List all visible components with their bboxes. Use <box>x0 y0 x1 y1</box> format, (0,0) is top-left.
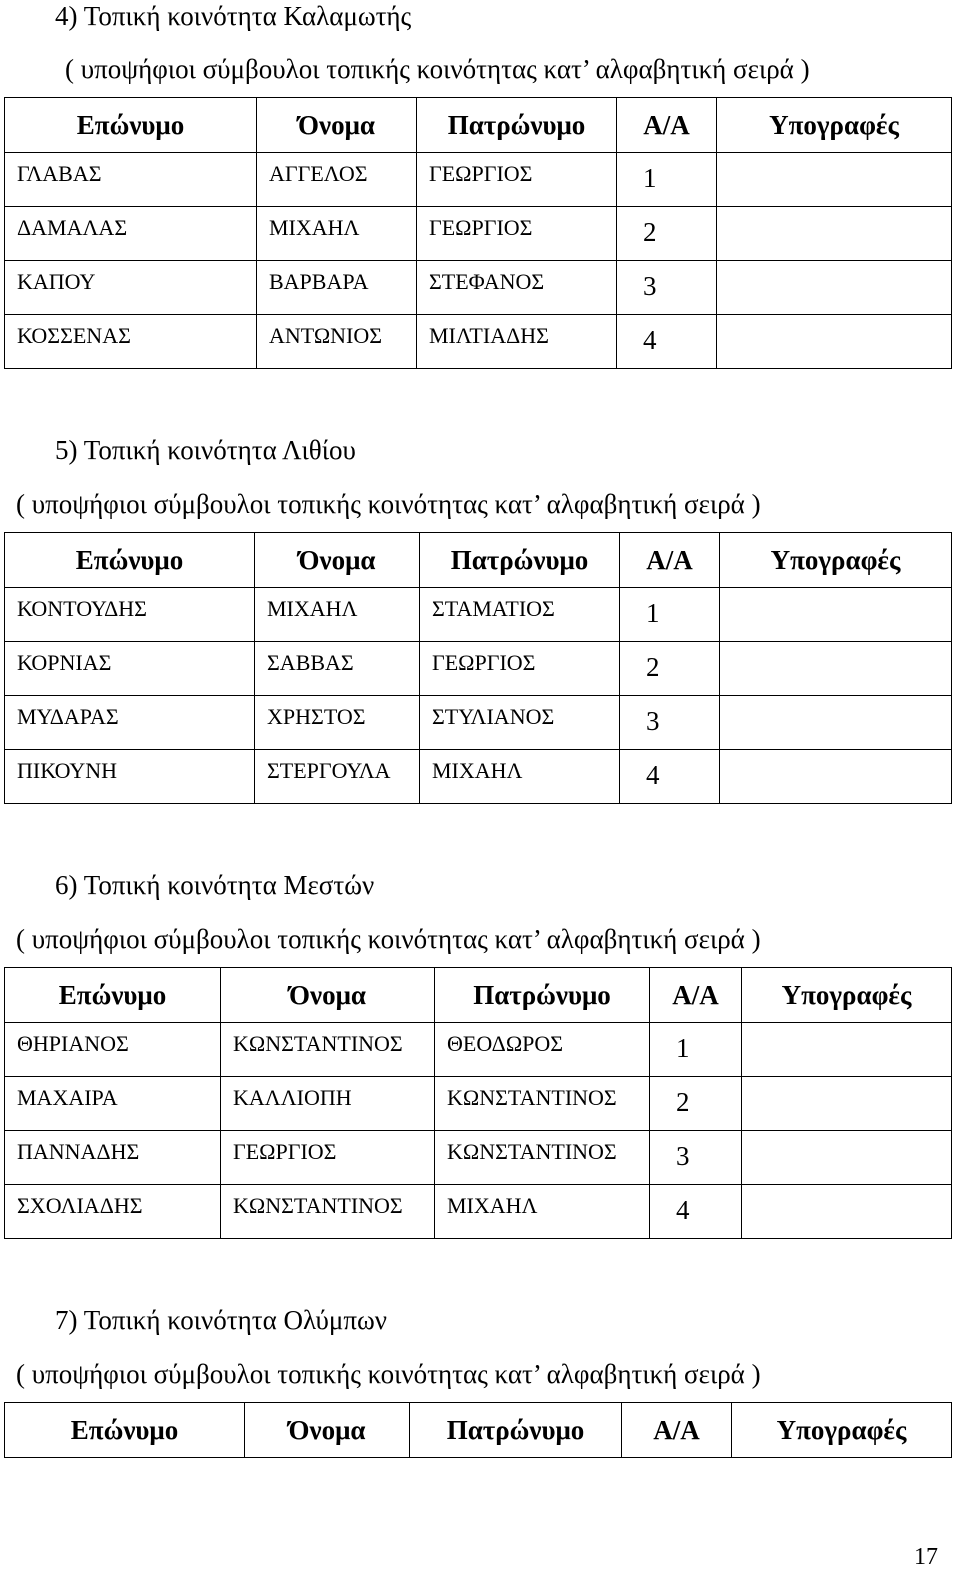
name-cell: ΚΑΛΛΙΟΠΗ <box>221 1077 435 1131</box>
section-heading: 6) Τοπική κοινότητα Μεστών <box>55 870 375 900</box>
signature-cell <box>717 315 952 369</box>
signature-cell <box>742 1023 952 1077</box>
surname-cell: ΚΑΠΟΥ <box>5 261 257 315</box>
col-header-number: Α/Α <box>617 98 717 153</box>
patronymic-cell: ΓΕΩΡΓΙΟΣ <box>417 207 617 261</box>
name-cell: ΣΤΕΡΓΟΥΛΑ <box>255 750 420 804</box>
col-header-name: Όνομα <box>245 1403 410 1458</box>
surname-cell: ΓΛΑΒΑΣ <box>5 153 257 207</box>
name-cell: ΑΝΤΩΝΙΟΣ <box>257 315 417 369</box>
section-heading: 5) Τοπική κοινότητα Λιθίου <box>55 435 356 465</box>
number-cell: 3 <box>620 696 720 750</box>
table-header-row <box>5 1403 952 1458</box>
name-cell: ΣΑΒΒΑΣ <box>255 642 420 696</box>
table-header-row <box>5 968 952 1023</box>
number-cell: 2 <box>620 642 720 696</box>
table-row <box>5 642 952 696</box>
table-header-row <box>5 533 952 588</box>
col-header-name: Όνομα <box>257 98 417 153</box>
col-header-patronymic: Πατρώνυμο <box>410 1403 622 1458</box>
name-cell: ΜΙΧΑΗΛ <box>255 588 420 642</box>
section-subheading: ( υποψήφιοι σύμβουλοι τοπικής κοινότητας κατ’ αλφαβητική σειρά ) <box>16 1359 761 1389</box>
patronymic-cell: ΜΙΛΤΙΑΔΗΣ <box>417 315 617 369</box>
table-row <box>5 750 952 804</box>
number-cell: 3 <box>617 261 717 315</box>
col-header-number: Α/Α <box>622 1403 732 1458</box>
col-header-surname: Επώνυμο <box>5 968 221 1023</box>
table-row <box>5 207 952 261</box>
patronymic-cell: ΚΩΝΣΤΑΝΤΙΝΟΣ <box>435 1131 650 1185</box>
candidates-table <box>4 967 952 1239</box>
col-header-signatures: Υπογραφές <box>742 968 952 1023</box>
number-cell: 4 <box>617 315 717 369</box>
surname-cell: ΜΥΔΑΡΑΣ <box>5 696 255 750</box>
table-row <box>5 261 952 315</box>
page-number: 17 <box>914 1544 938 1570</box>
patronymic-cell: ΓΕΩΡΓΙΟΣ <box>420 642 620 696</box>
table-header-row <box>5 98 952 153</box>
signature-cell <box>720 696 952 750</box>
name-cell: ΚΩΝΣΤΑΝΤΙΝΟΣ <box>221 1185 435 1239</box>
table-row <box>5 696 952 750</box>
signature-cell <box>742 1185 952 1239</box>
patronymic-cell: ΚΩΝΣΤΑΝΤΙΝΟΣ <box>435 1077 650 1131</box>
signature-cell <box>742 1077 952 1131</box>
number-cell: 4 <box>650 1185 742 1239</box>
surname-cell: ΠΙΚΟΥΝΗ <box>5 750 255 804</box>
number-cell: 2 <box>617 207 717 261</box>
patronymic-cell: ΘΕΟΔΩΡΟΣ <box>435 1023 650 1077</box>
signature-cell <box>717 261 952 315</box>
section-heading: 7) Τοπική κοινότητα Ολύμπων <box>55 1305 388 1335</box>
col-header-surname: Επώνυμο <box>5 98 257 153</box>
table-row <box>5 1131 952 1185</box>
col-header-surname: Επώνυμο <box>5 533 255 588</box>
surname-cell: ΠΑΝΝΑΔΗΣ <box>5 1131 221 1185</box>
patronymic-cell: ΜΙΧΑΗΛ <box>420 750 620 804</box>
col-header-surname: Επώνυμο <box>5 1403 245 1458</box>
table-row <box>5 1023 952 1077</box>
table-row <box>5 153 952 207</box>
col-header-number: Α/Α <box>620 533 720 588</box>
candidates-table <box>4 1402 952 1458</box>
signature-cell <box>720 588 952 642</box>
name-cell: ΑΓΓΕΛΟΣ <box>257 153 417 207</box>
signature-cell <box>717 207 952 261</box>
number-cell: 1 <box>617 153 717 207</box>
surname-cell: ΣΧΟΛΙΑΔΗΣ <box>5 1185 221 1239</box>
signature-cell <box>717 153 952 207</box>
section-subheading: ( υποψήφιοι σύμβουλοι τοπικής κοινότητας κατ’ αλφαβητική σειρά ) <box>65 54 810 84</box>
patronymic-cell: ΣΤΥΛΙΑΝΟΣ <box>420 696 620 750</box>
col-header-signatures: Υπογραφές <box>720 533 952 588</box>
section-subheading: ( υποψήφιοι σύμβουλοι τοπικής κοινότητας κατ’ αλφαβητική σειρά ) <box>16 924 761 954</box>
name-cell: ΒΑΡΒΑΡΑ <box>257 261 417 315</box>
table-row <box>5 1185 952 1239</box>
section-subheading: ( υποψήφιοι σύμβουλοι τοπικής κοινότητας κατ’ αλφαβητική σειρά ) <box>16 489 761 519</box>
name-cell: ΧΡΗΣΤΟΣ <box>255 696 420 750</box>
candidates-table <box>4 97 952 369</box>
table-row <box>5 1077 952 1131</box>
number-cell: 4 <box>620 750 720 804</box>
surname-cell: ΜΑΧΑΙΡΑ <box>5 1077 221 1131</box>
name-cell: ΓΕΩΡΓΙΟΣ <box>221 1131 435 1185</box>
col-header-patronymic: Πατρώνυμο <box>420 533 620 588</box>
col-header-patronymic: Πατρώνυμο <box>435 968 650 1023</box>
surname-cell: ΔΑΜΑΛΑΣ <box>5 207 257 261</box>
surname-cell: ΚΟΡΝΙΑΣ <box>5 642 255 696</box>
number-cell: 3 <box>650 1131 742 1185</box>
number-cell: 2 <box>650 1077 742 1131</box>
name-cell: ΚΩΝΣΤΑΝΤΙΝΟΣ <box>221 1023 435 1077</box>
signature-cell <box>742 1131 952 1185</box>
col-header-number: Α/Α <box>650 968 742 1023</box>
col-header-signatures: Υπογραφές <box>717 98 952 153</box>
patronymic-cell: ΣΤΑΜΑΤΙΟΣ <box>420 588 620 642</box>
candidates-table <box>4 532 952 804</box>
table-row <box>5 588 952 642</box>
patronymic-cell: ΜΙΧΑΗΛ <box>435 1185 650 1239</box>
signature-cell <box>720 642 952 696</box>
signature-cell <box>720 750 952 804</box>
patronymic-cell: ΓΕΩΡΓΙΟΣ <box>417 153 617 207</box>
col-header-patronymic: Πατρώνυμο <box>417 98 617 153</box>
surname-cell: ΚΟΣΣΕΝΑΣ <box>5 315 257 369</box>
number-cell: 1 <box>650 1023 742 1077</box>
name-cell: ΜΙΧΑΗΛ <box>257 207 417 261</box>
surname-cell: ΚΟΝΤΟΥΔΗΣ <box>5 588 255 642</box>
table-row <box>5 315 952 369</box>
col-header-name: Όνομα <box>255 533 420 588</box>
patronymic-cell: ΣΤΕΦΑΝΟΣ <box>417 261 617 315</box>
col-header-name: Όνομα <box>221 968 435 1023</box>
surname-cell: ΘΗΡΙΑΝΟΣ <box>5 1023 221 1077</box>
col-header-signatures: Υπογραφές <box>732 1403 952 1458</box>
number-cell: 1 <box>620 588 720 642</box>
section-heading: 4) Τοπική κοινότητα Καλαμωτής <box>55 1 412 31</box>
